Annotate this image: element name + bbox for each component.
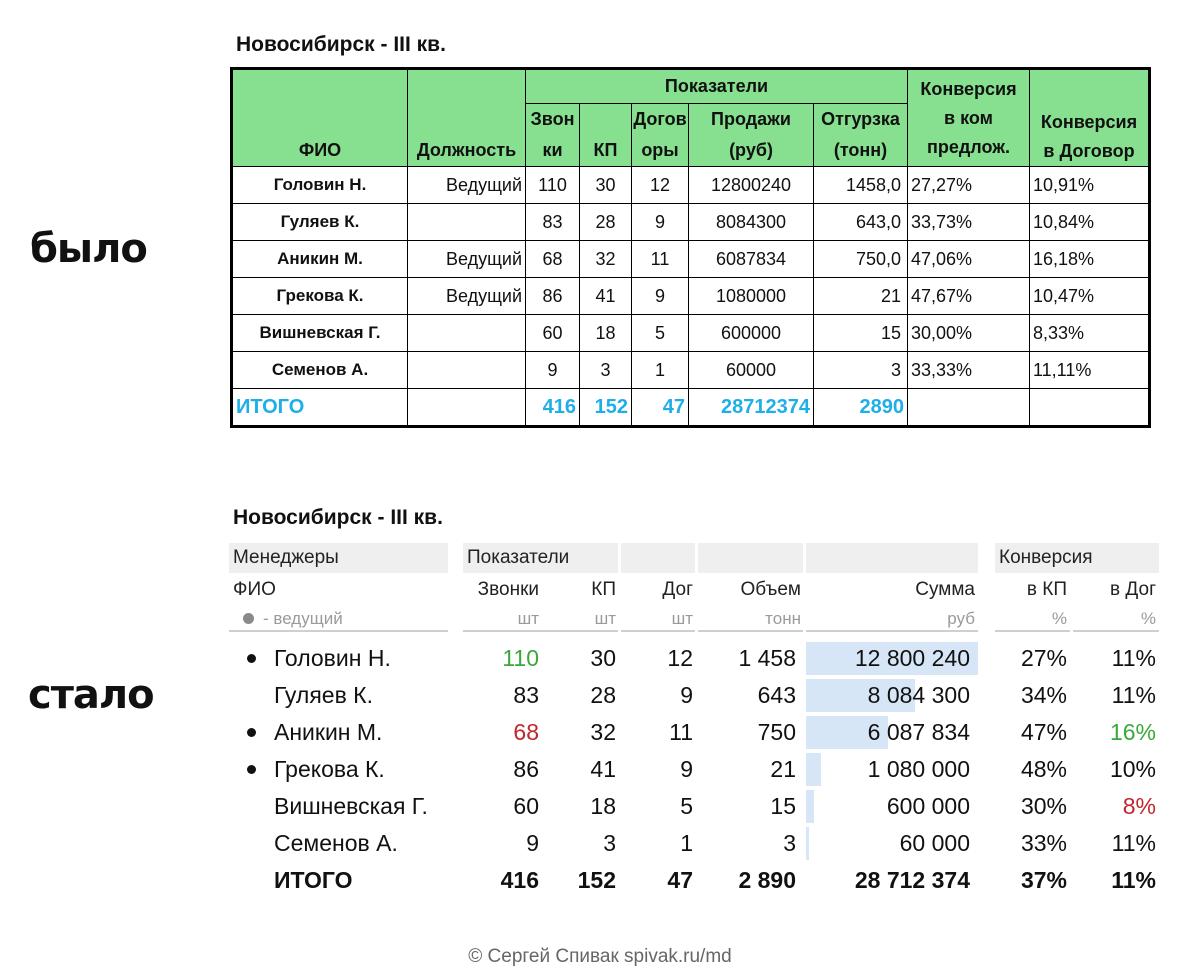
header-separator [463, 630, 618, 632]
cell-conv-contract: 11% [1111, 830, 1156, 856]
cell-contracts: 5 [680, 793, 693, 819]
table-row: Семенов А. 9 3 1 60000 3 33,33% 11,11% [232, 352, 1150, 389]
cell-sum: 1 080 000 [867, 756, 970, 782]
unit-volume: тонн [765, 609, 801, 628]
manager-name: Грекова К. [274, 756, 385, 782]
label-after: стало [28, 672, 154, 718]
header-separator [621, 630, 695, 632]
manager-name: Головин Н. [274, 645, 391, 671]
cell-conv-contract: 11% [1111, 645, 1156, 671]
cell-sum: 8 084 300 [867, 682, 970, 708]
cell-calls: 110 [502, 645, 539, 671]
label-before: было [30, 226, 147, 272]
header-sales: Продажи (руб) [689, 104, 814, 167]
cell-kp: 41 [590, 756, 616, 782]
total-contracts: 47 [667, 867, 693, 893]
lead-dot-icon [247, 728, 256, 737]
header-calls: Звон ки [526, 104, 580, 167]
cell-calls: 83 [513, 682, 539, 708]
header-separator [806, 630, 978, 632]
cell-sum: 12 800 240 [854, 645, 970, 671]
legend-dot-icon [243, 613, 254, 624]
cell-kp: 32 [590, 719, 616, 745]
manager-name: Семенов А. [274, 830, 398, 856]
sum-bar [806, 827, 809, 860]
cell-volume: 1 458 [738, 645, 796, 671]
cell-conv-contract: 11% [1111, 682, 1156, 708]
table-row: Гуляев К. 83 28 9 8084300 643,0 33,73% 10,84% [232, 204, 1150, 241]
group-indicators: Показатели [467, 547, 570, 568]
cell-sum: 6 087 834 [867, 719, 970, 745]
cell-conv-kp: 34% [1020, 682, 1067, 708]
total-conv-contract: 11% [1111, 867, 1156, 893]
cell-kp: 30 [590, 645, 616, 671]
header-separator [1073, 630, 1159, 632]
header-bg-indicators-3 [698, 543, 803, 573]
cell-sum: 60 000 [899, 830, 970, 856]
cell-calls: 60 [513, 793, 539, 819]
cell-conv-contract: 16% [1109, 719, 1156, 745]
cell-kp: 28 [590, 682, 616, 708]
unit-calls: шт [517, 609, 539, 628]
cell-conv-kp: 48% [1020, 756, 1067, 782]
cell-conv-contract: 8% [1122, 793, 1156, 819]
cell-contracts: 11 [669, 719, 693, 745]
cell-contracts: 9 [680, 682, 693, 708]
header-bg-indicators-2 [621, 543, 695, 573]
cell-conv-kp: 30% [1020, 793, 1067, 819]
cell-volume: 21 [770, 756, 796, 782]
header-bg-indicators-4 [806, 543, 978, 573]
table-row: Аникин М. Ведущий 68 32 11 6087834 750,0 47,06% 16,18% [232, 241, 1150, 278]
cell-calls: 9 [526, 830, 539, 856]
lead-dot-icon [247, 765, 256, 774]
legend-text: - ведущий [263, 609, 343, 628]
cell-volume: 3 [783, 830, 796, 856]
cell-conv-kp: 47% [1020, 719, 1067, 745]
lead-dot-icon [247, 654, 256, 663]
cell-contracts: 1 [680, 830, 693, 856]
manager-name: Аникин М. [274, 719, 383, 745]
manager-name: Гуляев К. [274, 682, 373, 708]
total-conv-kp: 37% [1020, 867, 1067, 893]
table-row: Грекова К. Ведущий 86 41 9 1080000 21 47,67% 10,47% [232, 278, 1150, 315]
col-kp: КП [591, 579, 616, 600]
col-volume: Объем [740, 579, 801, 600]
header-shipment: Отгурзка (тонн) [814, 104, 908, 167]
header-separator [698, 630, 803, 632]
total-sum: 28 712 374 [854, 867, 970, 893]
cell-calls: 86 [513, 756, 539, 782]
total-row: ИТОГО 416 152 47 28712374 2890 [232, 389, 1150, 427]
cell-contracts: 9 [680, 756, 693, 782]
table-row: Головин Н. Ведущий 110 30 12 12800240 1458,0 27,27% 10,91% [232, 167, 1150, 204]
unit-sum: руб [947, 609, 975, 628]
manager-name: Вишневская Г. [274, 793, 428, 819]
col-calls: Звонки [477, 579, 539, 600]
footer-copyright: © Сергей Спивак spivak.ru/md [468, 946, 732, 967]
header-fio: ФИО [232, 69, 408, 167]
header-contracts: Догов оры [632, 104, 689, 167]
header-indicators: Показатели [526, 69, 908, 104]
cell-conv-kp: 33% [1020, 830, 1067, 856]
sum-bar [806, 753, 821, 786]
before-table [230, 67, 1151, 428]
unit-conv-contract: % [1140, 609, 1156, 628]
total-volume: 2 890 [738, 867, 796, 893]
group-conversion: Конверсия [999, 547, 1093, 568]
unit-kp: шт [594, 609, 616, 628]
col-fio: ФИО [233, 579, 276, 600]
after-title: Новосибирск - III кв. [233, 506, 443, 529]
group-managers: Менеджеры [233, 547, 339, 568]
cell-contracts: 12 [667, 645, 693, 671]
sum-bar [806, 790, 814, 823]
col-contracts: Дог [662, 579, 693, 600]
table-row: Вишневская Г. 60 18 5 600000 15 30,00% 8,33% [232, 315, 1150, 352]
cell-volume: 643 [757, 682, 796, 708]
col-conv-contract: в Дог [1110, 579, 1156, 600]
cell-calls: 68 [513, 719, 539, 745]
cell-conv-kp: 27% [1020, 645, 1067, 671]
cell-kp: 18 [590, 793, 616, 819]
cell-conv-contract: 10% [1109, 756, 1156, 782]
header-kp: КП [580, 104, 632, 167]
total-label: ИТОГО [274, 867, 353, 893]
header-conv-contract: Конверсия в Договор [1030, 69, 1150, 167]
header-separator [229, 630, 448, 632]
unit-contracts: шт [671, 609, 693, 628]
header-position: Должность [408, 69, 526, 167]
header-conv-kp: Конверсия в ком предлож. [908, 69, 1030, 167]
header-separator [995, 630, 1070, 632]
col-sum: Сумма [915, 579, 975, 600]
cell-volume: 15 [770, 793, 796, 819]
unit-conv-kp: % [1051, 609, 1067, 628]
before-title: Новосибирск - III кв. [236, 33, 446, 56]
cell-volume: 750 [757, 719, 796, 745]
cell-kp: 3 [603, 830, 616, 856]
total-calls: 416 [500, 867, 539, 893]
total-kp: 152 [577, 867, 616, 893]
col-conv-kp: в КП [1026, 579, 1067, 600]
cell-sum: 600 000 [886, 793, 970, 819]
